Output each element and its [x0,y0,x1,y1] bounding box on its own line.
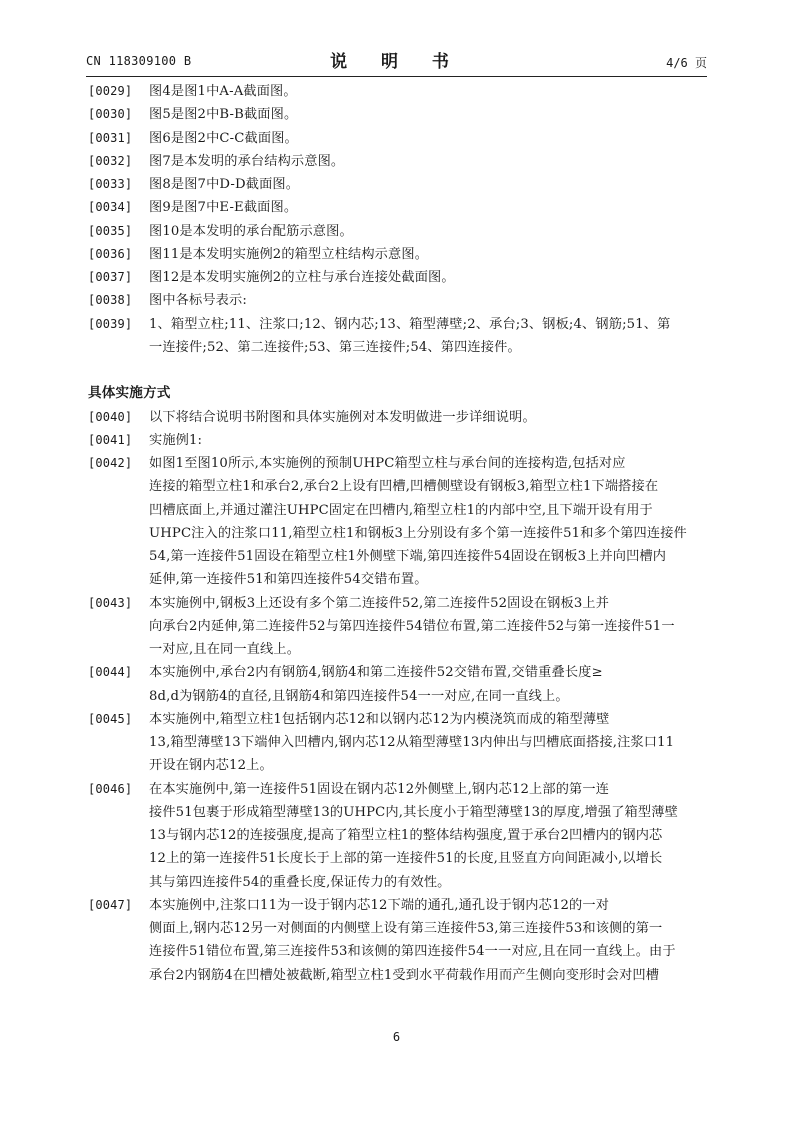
line-text: 13与钢内芯12的连接强度,提高了箱型立柱1的整体结构强度,置于承台2凹槽内的钢内芯 [149,828,663,843]
paragraph-line [88,708,708,731]
document-title: 说 明 书 [330,52,463,72]
paragraph-line [88,638,708,661]
paragraph-number: [0038] [88,293,133,308]
line-text: 实施例1: [149,432,203,448]
paragraph-number: [0040] [88,409,133,424]
spacer [88,359,708,382]
paragraph-line [88,522,708,545]
line-text: 一连接件;52、第二连接件;53、第三连接件;54、第四连接件。 [149,339,521,355]
paragraph-line [88,406,708,429]
paragraph-line [88,801,708,824]
line-text: 连接的箱型立柱1和承台2,承台2上设有凹槽,凹槽侧壁设有钢板3,箱型立柱1下端搭接在 [149,479,659,495]
line-text: 连接件51错位布置,第三连接件53和该侧的第四连接件54一一对应,且在同一直线上。由于 [149,944,676,960]
line-text: UHPC注入的注浆口11,箱型立柱1和钢板3上分别设有多个第一连接件51和多个第四连接件 [149,525,687,541]
paragraph-line [88,127,708,150]
line-text: 一对应,且在同一直线上。 [149,642,301,657]
line-text: 如图1至图10所示,本实施例的预制UHPC箱型立柱与承台间的连接构造,包括对应 [149,456,626,471]
paragraph-number: [0030] [88,107,133,122]
line-text: 本实施例中,承台2内有钢筋4,钢筋4和第二连接件52交错布置,交错重叠长度≥ [149,665,603,681]
paragraph-number: [0034] [88,200,133,215]
paragraph-line [88,685,708,708]
paragraph-line [88,661,708,684]
page-header [86,46,707,77]
line-text: 13,箱型薄壁13下端伸入凹槽内,钢内芯12从箱型薄壁13内伸出与凹槽底面搭接,注浆口11 [149,735,675,750]
paragraph-line [88,847,708,870]
paragraph-number: [0032] [88,153,133,168]
paragraph-line [88,475,708,498]
paragraph-number: [0039] [88,316,133,331]
paragraph-number: [0042] [88,456,133,470]
paragraph-line [88,615,708,638]
paragraph-number: [0046] [88,781,133,796]
paragraph-line [88,80,708,103]
line-text: 侧面上,钢内芯12另一对侧面的内侧壁上设有第三连接件53,第三连接件53和该侧的第一 [149,921,663,936]
paragraph-line [88,731,708,754]
paragraph-line [88,266,708,289]
paragraph-line [88,289,708,312]
paragraph-line [88,313,708,336]
paragraph-number: [0047] [88,897,133,912]
paragraph-line [88,196,708,219]
line-text: 图12是本发明实施例2的立柱与承台连接处截面图。 [149,270,455,285]
line-text: 延伸,第一连接件51和第四连接件54交错布置。 [149,572,428,588]
line-text: 图4是图1中A-A截面图。 [149,84,297,99]
paragraph-number: [0035] [88,223,133,238]
paragraph-number: [0043] [88,595,133,610]
paragraph-line [88,754,708,777]
line-text: 其与第四连接件54的重叠长度,保证传力的有效性。 [149,874,451,890]
paragraph-line [88,452,708,475]
line-text: 8d,d为钢筋4的直径,且钢筋4和第四连接件54一一对应,在同一直线上。 [149,688,569,704]
description-body [88,80,708,987]
line-text: 向承台2内延伸,第二连接件52与第四连接件54错位布置,第二连接件52与第一连接件51一 [149,618,675,634]
line-text: 54,第一连接件51固设在箱型立柱1外侧壁下端,第四连接件54固设在钢板3上并向凹槽内 [149,549,667,564]
paragraph-line [88,592,708,615]
paragraph-number: [0033] [88,177,133,191]
line-text: 本实施例中,钢板3上还设有多个第二连接件52,第二连接件52固设在钢板3上并 [149,595,610,611]
paragraph-number: [0045] [88,711,133,726]
paragraph-line [88,499,708,522]
page-indicator: 4/6 页 [666,56,707,70]
paragraph-line [88,964,708,987]
paragraph-line [88,940,708,963]
paragraph-line [88,894,708,917]
line-text: 图5是图2中B-B截面图。 [149,107,298,123]
line-text: 1、箱型立柱;11、注浆口;12、钢内芯;13、箱型薄壁;2、承台;3、钢板;4、钢筋;51、第 [149,316,671,332]
line-text: 在本实施例中,第一连接件51固设在钢内芯12外侧壁上,钢内芯12上部的第一连 [149,781,610,797]
paragraph-number: [0037] [88,270,133,284]
paragraph-line [88,917,708,940]
paragraph-number: [0036] [88,246,133,261]
line-text: 以下将结合说明书附图和具体实施例对本发明做进一步详细说明。 [149,409,536,425]
line-text: 本实施例中,箱型立柱1包括钢内芯12和以钢内芯12为内模浇筑而成的箱型薄壁 [149,711,610,727]
paragraph-number: [0044] [88,665,133,680]
line-text: 图9是图7中E-E截面图。 [149,200,298,216]
paragraph-line [88,778,708,801]
line-text: 开设在钢内芯12上。 [149,758,273,774]
page-number: 6 [392,1030,401,1044]
line-text: 凹槽底面上,并通过灌注UHPC固定在凹槽内,箱型立柱1的内部中空,且下端开设有用于 [149,502,653,518]
paragraph-line [88,871,708,894]
line-text: 图6是图2中C-C截面图。 [149,130,298,146]
line-text: 图11是本发明实施例2的箱型立柱结构示意图。 [149,246,429,262]
line-text: 接件51包裹于形成箱型薄壁13的UHPC内,其长度小于箱型薄壁13的厚度,增强了箱型薄壁 [149,804,678,820]
publication-number: CN 118309100 B [86,54,192,68]
paragraph-line [88,824,708,847]
paragraph-line [88,243,708,266]
line-text: 本实施例中,注浆口11为一设于钢内芯12下端的通孔,通孔设于钢内芯12的一对 [149,897,610,913]
line-text: 图8是图7中D-D截面图。 [149,177,300,192]
paragraph-line [88,173,708,196]
section-heading: 具体实施方式 [88,385,171,402]
paragraph-number: [0041] [88,432,133,447]
paragraph-line [88,336,708,359]
paragraph-number: [0029] [88,84,133,98]
paragraph-line [88,103,708,126]
paragraph-line [88,545,708,568]
paragraph-line [88,429,708,452]
paragraph-line [88,150,708,173]
paragraph-line [88,568,708,591]
paragraph-number: [0031] [88,130,133,145]
line-text: 图7是本发明的承台结构示意图。 [149,153,345,169]
paragraph-line [88,220,708,243]
line-text: 承台2内钢筋4在凹槽处被截断,箱型立柱1受到水平荷载作用而产生侧向变形时会对凹槽 [149,967,660,983]
line-text: 12上的第一连接件51长度长于上部的第一连接件51的长度,且竖直方向间距减小,以增长 [149,851,663,867]
line-text: 图中各标号表示: [149,293,247,309]
line-text: 图10是本发明的承台配筋示意图。 [149,223,353,239]
